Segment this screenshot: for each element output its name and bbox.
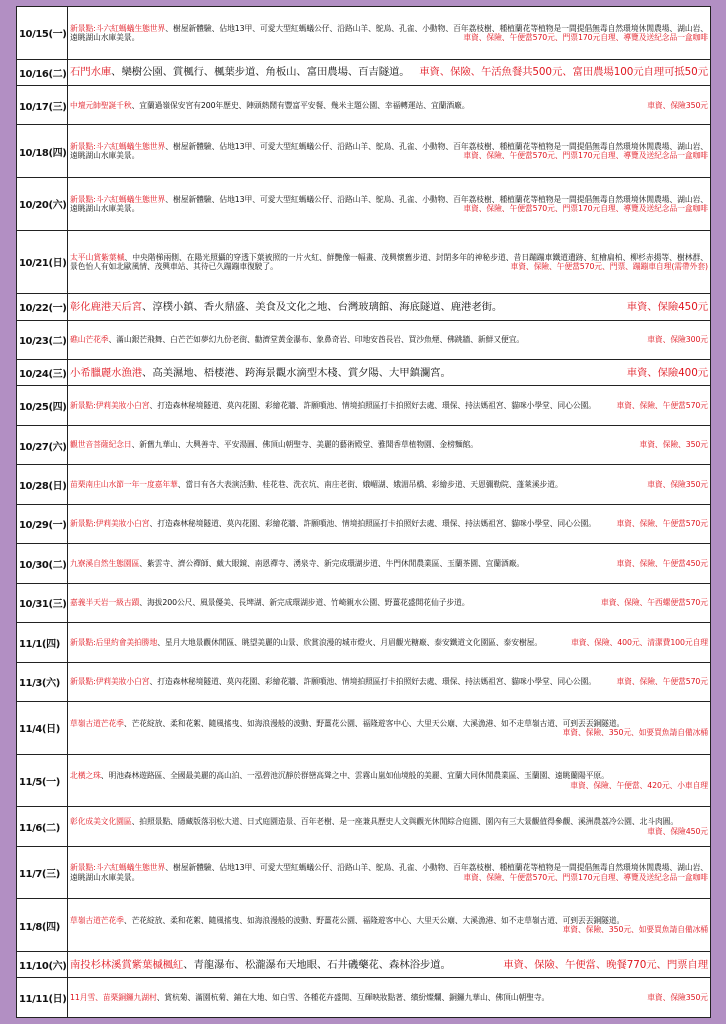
row-description — [68, 386, 711, 425]
schedule-row — [17, 294, 711, 320]
price-note: 車資、保險、午便當570元 — [616, 677, 708, 687]
row-date: 11/4(日) — [17, 702, 68, 755]
row-date: 10/31(三) — [17, 583, 68, 622]
schedule-row — [17, 583, 711, 622]
row-description — [68, 583, 711, 622]
schedule-row — [17, 386, 711, 425]
row-description — [68, 230, 711, 294]
itinerary-text: 、明池森林遊路區、全國最美麗的高山泊、一泓碧池沉靜於群巒高聳之中、雲霧山嵐如仙境般的美麗、宜蘭大同休閒農業區、玉蘭園、遠眺蘭陽平原。 — [100, 771, 609, 781]
schedule-row — [17, 425, 711, 464]
row-date: 10/24(三) — [17, 360, 68, 386]
itinerary-text: 、賞杭菊、滿園杭菊、鋪在大地、如白雪、各種花卉盛開、互輝映妝點著、繽紛燦爛、銅鑼九華山、佛頂山朝聖寺。 — [156, 993, 550, 1003]
schedule-row — [17, 360, 711, 386]
price-note: 車資、保險、午便當、420元、小車自理 — [570, 780, 708, 790]
row-date: 10/15(一) — [17, 7, 68, 60]
row-date: 10/28(日) — [17, 465, 68, 504]
price-note: 車資、保險、午便當570元、門票170元自理、導覽及送紀念品一盒咖啡 — [463, 32, 708, 42]
itinerary-text: 、打造森林秘境隧道、莫內花園、彩繪花牆、許願噴池、情境拍照區打卡拍照好去處、環保、持法媽祖宮、貓咪小學堂、同心公園。 — [149, 677, 596, 687]
destination-highlight: 新景點:伊莉美妝小白宮 — [70, 677, 150, 687]
destination-highlight: 石門水庫 — [70, 66, 112, 79]
schedule-row — [17, 59, 711, 85]
destination-highlight: 新景點:斗六紅螞蟻生態世界 — [70, 194, 166, 204]
schedule-row — [17, 320, 711, 359]
itinerary-text: 、青龍瀑布、松瀧瀑布天地眼、石井磯藥花、森林浴步道。 — [183, 958, 451, 971]
price-note: 車資、保險、午便當450元 — [616, 558, 708, 568]
row-description — [68, 465, 711, 504]
row-description — [68, 178, 711, 231]
row-description — [68, 7, 711, 60]
row-date: 11/11(日) — [17, 978, 68, 1018]
schedule-row — [17, 230, 711, 294]
row-description — [68, 425, 711, 464]
row-date: 11/10(六) — [17, 952, 68, 978]
destination-highlight: 嘉義半天岩一級古蹟 — [70, 598, 140, 608]
price-note: 車資、保險350元 — [647, 993, 708, 1003]
price-note: 車資、保險、午便當570元 — [616, 400, 708, 410]
destination-highlight: 觀世音菩薩紀念日 — [70, 440, 132, 450]
schedule-row — [17, 978, 711, 1018]
row-date: 10/16(二) — [17, 59, 68, 85]
row-description — [68, 544, 711, 583]
row-date: 10/23(二) — [17, 320, 68, 359]
destination-highlight: 草嶺古道芒花季 — [70, 718, 124, 728]
row-date: 10/17(三) — [17, 85, 68, 124]
destination-highlight: 11月雪、苗栗銅鑼九湖村 — [70, 993, 157, 1003]
destination-highlight: 新景點:斗六紅螞蟻生態世界 — [70, 23, 166, 33]
price-note: 車資、保險350元 — [647, 479, 708, 489]
destination-highlight: 南投杉林溪賞紫葉槭楓紅 — [70, 958, 184, 971]
row-description — [68, 294, 711, 320]
itinerary-text: 、當日有各大表演活動、桂花巷、洗衣坑、南庄老街、娥嵋湖、娥湄吊橋、彩繪步道、天恩彌勒院、蓬萊溪步道。 — [177, 479, 563, 489]
destination-highlight: 北橫之珠 — [70, 771, 101, 781]
row-description — [68, 662, 711, 701]
price-note: 車資、保險350元 — [647, 100, 708, 110]
price-note: 車資、保險、午便當570元、門票170元自理、導覽及送紀念品一盒咖啡 — [463, 872, 708, 882]
price-note: 車資、保險、350元 — [639, 440, 708, 450]
price-note: 車資、保險、午便當570元、門票170元自理、導覽及送紀念品一盒咖啡 — [463, 203, 708, 213]
row-date: 11/8(四) — [17, 899, 68, 952]
destination-highlight: 新景點:斗六紅螞蟻生態世界 — [70, 142, 166, 152]
destination-highlight: 彰化成美文化園區 — [70, 817, 132, 827]
row-description — [68, 807, 711, 846]
schedule-row — [17, 623, 711, 662]
row-description — [68, 504, 711, 543]
itinerary-text: 、打造森林秘境隧道、莫內花園、彩繪花牆、許願噴池、情境拍照區打卡拍照好去處、環保、持法媽祖宮、貓咪小學堂、同心公園。 — [149, 519, 596, 529]
row-description — [68, 846, 711, 899]
row-description — [68, 702, 711, 755]
row-date: 11/3(六) — [17, 662, 68, 701]
itinerary-text: 、欒樹公園、賞楓行、楓葉步道、角板山、富田農場、百吉隧道。 — [111, 66, 410, 79]
row-date: 10/25(四) — [17, 386, 68, 425]
row-description — [68, 320, 711, 359]
price-note: 車資、保險、午西螺便當570元 — [601, 598, 708, 608]
itinerary-text: 、紫雲寺、濟公禪師、戴大眼鏡、南恩禪寺、湧泉寺、新完成環湖步道、牛門休閒農業區、玉蘭茶園、宜蘭酒廠。 — [139, 558, 525, 568]
schedule-row — [17, 465, 711, 504]
schedule-row — [17, 807, 711, 846]
itinerary-text: 、芒花綻放、柔和花絮、隨風搖曳、如海浪漫般的波動、野薑花公園、福隆遊客中心、大里天公廟、大溪漁港、如不走草嶺古道、可到丟丟銅隧道。 — [123, 916, 625, 926]
schedule-rows — [17, 7, 711, 1018]
row-date: 11/6(二) — [17, 807, 68, 846]
itinerary-text: 、宜蘭過嶺保安宮有200年歷史、陣頭熱鬧有豐富平安餐、幾米主題公園、幸福轉運站、宜蘭酒廠。 — [131, 100, 470, 110]
destination-highlight: 苗栗南庄山水節一年一度嘉年華 — [70, 479, 178, 489]
schedule-row — [17, 662, 711, 701]
price-note: 車資、保險、400元、清潔費100元自理 — [571, 637, 708, 647]
row-date: 11/5(一) — [17, 754, 68, 807]
price-note: 車資、保險、350元、如要買魚請自備冰桶 — [562, 727, 708, 737]
tour-schedule-table — [16, 6, 711, 1018]
schedule-row — [17, 544, 711, 583]
schedule-row — [17, 846, 711, 899]
schedule-row — [17, 125, 711, 178]
schedule-row — [17, 899, 711, 952]
itinerary-text: 、樹屋新體驗、佔地13甲、可愛大型紅螞蟻公仔、沿路山羊、鴕鳥、孔雀、小動物、百年荔枝樹、種植蘭花等植物是一間提倡無毒自然環境休閒農場、湖山岩、遠眺湖山水庫美景。 — [70, 23, 708, 42]
row-date: 10/30(二) — [17, 544, 68, 583]
schedule-row — [17, 178, 711, 231]
row-description — [68, 125, 711, 178]
destination-highlight: 新景點:斗六紅螞蟻生態世界 — [70, 863, 166, 873]
row-date: 11/1(四) — [17, 623, 68, 662]
itinerary-text: 、新舊九華山、大興善寺、平安湯圓、佛頂山朝聖寺、美麗的藝術殿堂、雅聞香草植物園、金榜麵館。 — [131, 440, 478, 450]
price-note: 車資、保險450元 — [647, 826, 708, 836]
itinerary-text: 、高美濕地、梧棲港、跨海景觀水滴型木棧、賞夕陽、大甲鎮瀾宮。 — [142, 366, 451, 379]
itinerary-text: 、打造森林秘境隧道、莫內花園、彩繪花牆、許願噴池、情境拍照區打卡拍照好去處、環保、持法媽祖宮、貓咪小學堂、同心公園。 — [149, 400, 596, 410]
price-note: 車資、保險400元 — [626, 366, 708, 379]
itinerary-text: 、海拔200公尺、風景優美、長埤湖、新完成環湖步道、竹崎親水公園、野薑花盛開花仙子步道。 — [139, 598, 470, 608]
destination-highlight: 太平山賞紫葉槭 — [70, 252, 125, 262]
row-description — [68, 623, 711, 662]
price-note: 車資、保險、午便當570元、門票、蹦蹦車自理(需帶外套) — [510, 261, 708, 271]
row-description — [68, 360, 711, 386]
price-note: 車資、保險300元 — [647, 335, 708, 345]
itinerary-text: 、芒花綻放、柔和花絮、隨風搖曳、如海浪漫般的波動、野薑花公園、福隆遊客中心、大里天公廟、大溪漁港、如不走草嶺古道、可到丟丟銅隧道。 — [123, 718, 625, 728]
row-date: 10/21(日) — [17, 230, 68, 294]
price-note: 車資、保險、午便當、晚餐770元、門票自理 — [503, 958, 708, 971]
row-description — [68, 978, 711, 1018]
price-note: 車資、保險、午便當570元、門票170元自理、導覽及送紀念品一盒咖啡 — [463, 151, 708, 161]
destination-highlight: 礁山芒花季 — [70, 335, 109, 345]
itinerary-text: 、拍照景點、隱藏版落羽松大道、日式庭園造景、百年老樹、是一座兼具歷史人文與觀光休閒綜合庭園、園內有三大景觀值得參觀、溪洲農荔冷公園、北斗肉圓。 — [131, 817, 679, 827]
destination-highlight: 九寮溪自然生態園區 — [70, 558, 140, 568]
destination-highlight: 新景點:伊莉美妝小白宮 — [70, 519, 150, 529]
schedule-row — [17, 85, 711, 124]
schedule-row — [17, 952, 711, 978]
row-date: 10/18(四) — [17, 125, 68, 178]
itinerary-text: 、滿山銀芒飛舞、白芒芒如夢幻九份老街、勸濟堂黃金瀑布、象鼻奇岩、印地安酋長岩、買沙魚煙、佛跳牆、新鮮又便宜。 — [108, 335, 525, 345]
row-date: 11/7(三) — [17, 846, 68, 899]
itinerary-text: 、樹屋新體驗、佔地13甲、可愛大型紅螞蟻公仔、沿路山羊、鴕鳥、孔雀、小動物、百年荔枝樹、種植蘭花等植物是一間提倡無毒自然環境休閒農場、湖山岩、遠眺湖山水庫美景。 — [70, 142, 708, 161]
schedule-sheet — [16, 6, 711, 1018]
row-description — [68, 754, 711, 807]
schedule-row — [17, 754, 711, 807]
row-date: 10/20(六) — [17, 178, 68, 231]
row-date: 10/22(一) — [17, 294, 68, 320]
destination-highlight: 新景點:伊莉美妝小白宮 — [70, 400, 150, 410]
itinerary-text: 、樹屋新體驗、佔地13甲、可愛大型紅螞蟻公仔、沿路山羊、鴕鳥、孔雀、小動物、百年荔枝樹、種植蘭花等植物是一間提倡無毒自然環境休閒農場、湖山岩、遠眺湖山水庫美景。 — [70, 863, 708, 882]
row-description — [68, 85, 711, 124]
row-description — [68, 59, 711, 85]
schedule-row — [17, 504, 711, 543]
row-description — [68, 952, 711, 978]
schedule-row — [17, 7, 711, 60]
price-note: 車資、保險、午便當570元 — [616, 519, 708, 529]
price-note: 車資、保險、午活魚餐共500元、富田農場100元自理可抵50元 — [419, 66, 708, 79]
itinerary-text: 、星月大地景觀休閒區、眺望美麗的山景、欣賞浪漫的城市燈火、月眉觀光糖廠、泰安鐵道文化園區、泰安樹屋。 — [157, 637, 543, 647]
itinerary-text: 、中央階梯兩側、在陽光照攝的穿透下葉被照的一片火紅、鮮艷像一幅畫、茂興懷舊步道、封閉多年的神秘步道、昔日蹦蹦車鐵道遺跡、紅檜扁柏、柳杉赤揚等、樹林群、景色怡人有如北歐風情、茂興車站、其待已久蹦蹦車復駛了。 — [70, 252, 708, 271]
itinerary-text: 、淳樸小鎮、香火鼎盛、美食及文化之地、台灣玻璃館、海底隧道、鹿港老街。 — [142, 300, 503, 313]
row-date: 10/29(一) — [17, 504, 68, 543]
itinerary-text: 、樹屋新體驗、佔地13甲、可愛大型紅螞蟻公仔、沿路山羊、鴕鳥、孔雀、小動物、百年荔枝樹、種植蘭花等植物是一間提倡無毒自然環境休閒農場、湖山岩、遠眺湖山水庫美景。 — [70, 194, 708, 213]
price-note: 車資、保險450元 — [626, 300, 708, 313]
row-description — [68, 899, 711, 952]
schedule-row — [17, 702, 711, 755]
price-note: 車資、保險、350元、如要買魚請自備冰桶 — [562, 925, 708, 935]
destination-highlight: 彰化鹿港天后宮 — [70, 300, 143, 313]
destination-highlight: 中壇元帥聖誕千秋 — [70, 100, 132, 110]
destination-highlight: 小希臘麗水漁港 — [70, 366, 143, 379]
row-date: 10/27(六) — [17, 425, 68, 464]
destination-highlight: 新景點:后里約會美拍勝地 — [70, 637, 158, 647]
destination-highlight: 草嶺古道芒花季 — [70, 916, 124, 926]
